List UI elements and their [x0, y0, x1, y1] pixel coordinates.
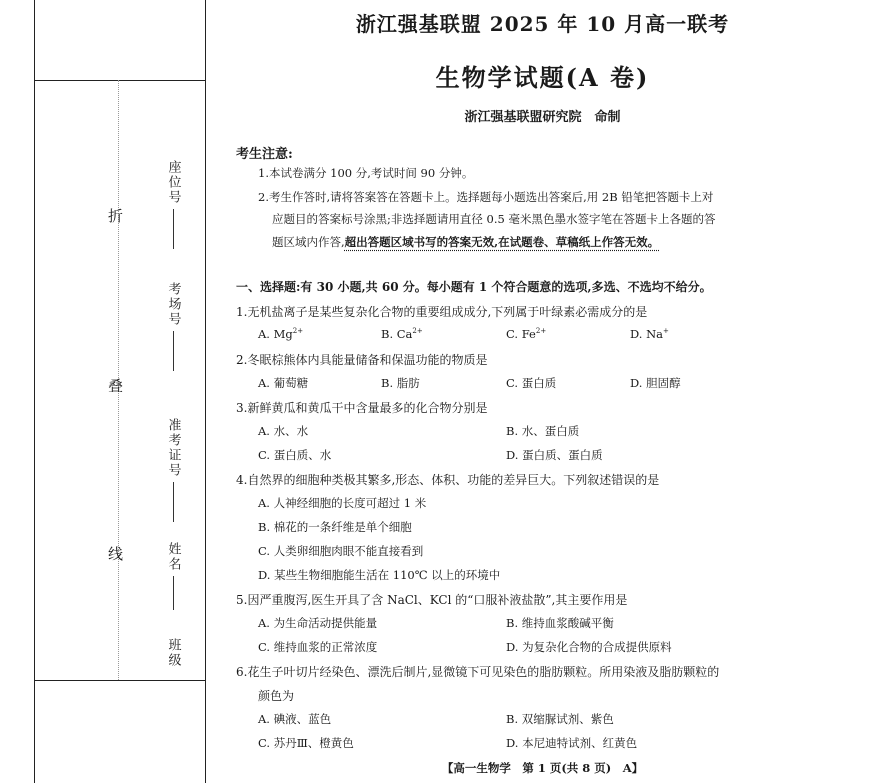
question-1-option-d	[630, 327, 669, 341]
notice-item-2-tail: 题区域内作答,	[272, 235, 345, 249]
question-4-option-d: D. 某些生物细胞能生活在 110℃ 以上的环境中	[258, 568, 501, 582]
class-field	[160, 638, 186, 668]
notice-item-2: 2.考生作答时,请将答案答在答题卡上。选择题每小题选出答案后,用 2B 铅笔把答题卡上对	[258, 190, 714, 204]
name-field	[160, 542, 186, 610]
question-2-option-c: C. 蛋白质	[506, 376, 557, 390]
option-text: D. Na	[630, 327, 664, 341]
question-2-stem: 2.冬眠棕熊体内具能量储备和保温功能的物质是	[236, 353, 488, 367]
question-5-option-c: C. 维持血浆的正常浓度	[258, 640, 378, 654]
exam-room-label: 考场号	[165, 282, 181, 327]
option-text: A. Mg	[258, 327, 293, 341]
question-3-option-d: D. 蛋白质、蛋白质	[506, 448, 603, 462]
name-label: 姓名	[165, 542, 181, 572]
question-3-stem: 3.新鲜黄瓜和黄瓜干中含量最多的化合物分别是	[236, 401, 488, 415]
margin-inner-line	[205, 0, 206, 783]
seat-number-label: 座位号	[165, 160, 181, 205]
option-sup: 2+	[412, 327, 423, 336]
question-4-option-b: B. 棉花的一条纤维是单个细胞	[258, 520, 412, 534]
exam-title: 浙江强基联盟 2025 年 10 月高一联考	[355, 12, 730, 36]
exam-room-blank	[173, 331, 174, 371]
question-3-option-c: C. 蛋白质、水	[258, 448, 332, 462]
question-2-option-b: B. 脂肪	[381, 376, 420, 390]
fold-mark-line: 线	[108, 545, 124, 563]
option-text: B. Ca	[381, 327, 413, 341]
question-6-option-a: A. 碘液、蓝色	[258, 712, 332, 726]
subject-title: 生物学试题(A 卷)	[435, 63, 650, 92]
option-sup: 2+	[535, 327, 547, 336]
question-6-option-c: C. 苏丹Ⅲ、橙黄色	[258, 736, 354, 750]
question-1-stem: 1.无机盐离子是某些复杂化合物的重要组成成分,下列属于叶绿素必需成分的是	[236, 305, 648, 319]
margin-top-rule	[34, 80, 206, 81]
admission-number-blank	[173, 482, 174, 522]
class-label: 班级	[165, 638, 181, 668]
question-1-option-a	[258, 327, 303, 341]
admission-number-label: 准考证号	[165, 418, 181, 478]
question-2-option-a: A. 葡萄糖	[258, 376, 309, 390]
question-4-option-a: A. 人神经细胞的长度可超过 1 米	[258, 496, 427, 510]
option-sup: +	[663, 327, 669, 336]
question-6-option-b: B. 双缩脲试剂、紫色	[506, 712, 614, 726]
notice-emphasis: 超出答题区域书写的答案无效,在试题卷、草稿纸上作答无效。	[344, 235, 660, 249]
notice-item-2-end	[272, 231, 752, 253]
question-1-option-b	[381, 327, 423, 341]
question-2-option-d: D. 胆固醇	[630, 376, 681, 390]
notice-item-1: 1.本试卷满分 100 分,考试时间 90 分钟。	[258, 166, 474, 180]
option-sup: 2+	[292, 327, 304, 336]
seat-number-blank	[173, 209, 174, 249]
question-6-option-d: D. 本尼迪特试剂、红黄色	[506, 736, 638, 750]
question-5-option-d: D. 为复杂化合物的合成提供原料	[506, 640, 672, 654]
question-3-option-a: A. 水、水	[258, 424, 309, 438]
question-5-option-a: A. 为生命活动提供能量	[258, 616, 378, 630]
question-5-option-b: B. 维持血浆酸碱平衡	[506, 616, 614, 630]
question-6-stem-cont: 颜色为	[258, 689, 295, 703]
question-3-option-b: B. 水、蛋白质	[506, 424, 580, 438]
notice-item-2-cont: 应题目的答案标号涂黑;非选择题请用直径 0.5 毫米黑色墨水签字笔在答题卡上各题的答	[272, 212, 716, 226]
seat-number-field	[160, 160, 186, 249]
question-6-stem: 6.花生子叶切片经染色、漂洗后制片,显微镜下可见染色的脂肪颗粒。所用染液及脂肪颗粒的	[236, 665, 720, 679]
fold-mark-fold: 折	[108, 207, 124, 225]
fold-mark-stack: 叠	[108, 377, 124, 395]
admission-number-field	[160, 418, 186, 522]
option-text: C. Fe	[506, 327, 536, 341]
exam-room-field	[160, 282, 186, 371]
question-1-option-c	[506, 327, 546, 341]
margin-outer-line	[34, 0, 35, 783]
page-footer: 【高一生物学 第 1 页(共 8 页) A】	[441, 761, 644, 775]
issuer: 浙江强基联盟研究院 命制	[464, 110, 621, 125]
question-4-stem: 4.自然界的细胞种类极其繁多,形态、体积、功能的差异巨大。下列叙述错误的是	[236, 473, 660, 487]
margin-bottom-rule	[34, 680, 206, 681]
question-5-stem: 5.因严重腹泻,医生开具了含 NaCl、KCl 的“口服补液盐散”,其主要作用是	[236, 593, 628, 607]
section-heading: 一、选择题:有 30 小题,共 60 分。每小题有 1 个符合题意的选项,多选、不选均不给分。	[236, 280, 712, 294]
question-4-option-c: C. 人类卵细胞肉眼不能直接看到	[258, 544, 424, 558]
notice-heading: 考生注意:	[236, 147, 293, 162]
name-blank	[173, 576, 174, 610]
